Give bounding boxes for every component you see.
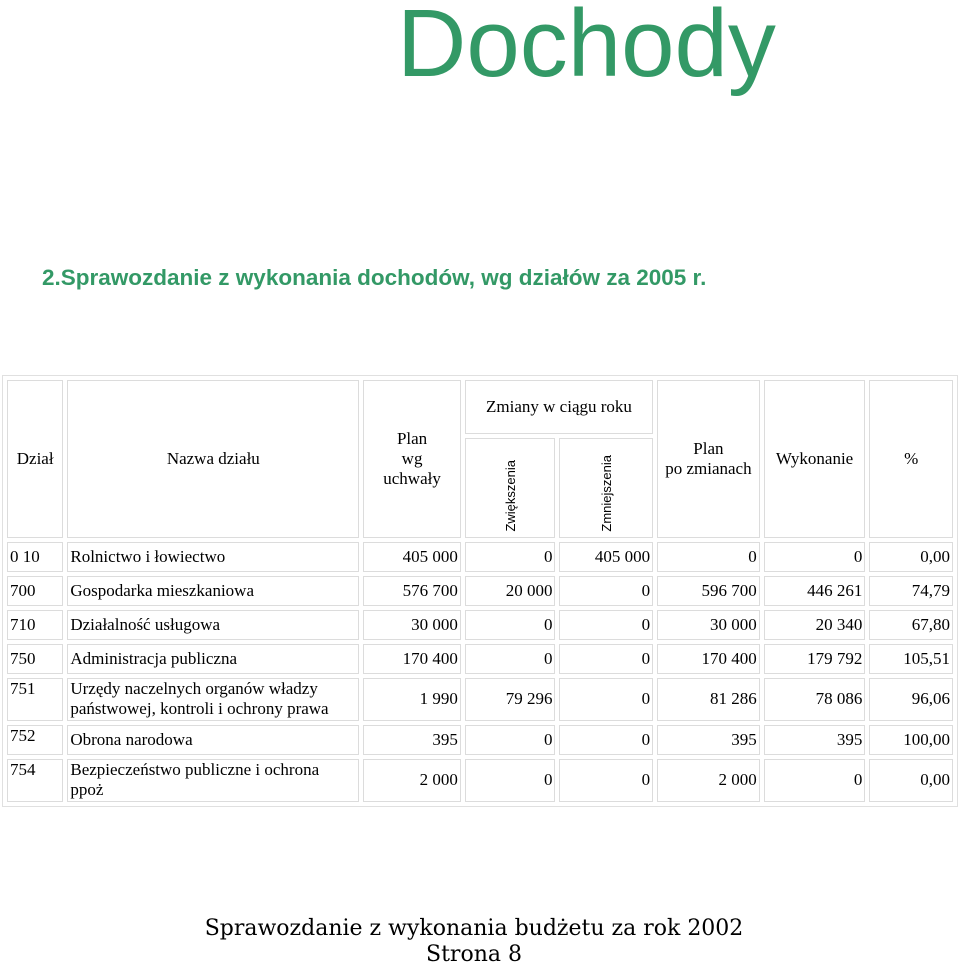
cell-zwiekszenia: 20 000 [465,576,556,606]
footer-report-title: Sprawozdanie z wykonania budżetu za rok 2002 [204,916,744,941]
cell-procent: 67,80 [869,610,953,640]
header-plan-po-line2: po zmianach [665,459,752,478]
cell-wykonanie: 179 792 [764,644,866,674]
cell-plan-po: 0 [657,542,760,572]
cell-dzial: 754 [7,759,63,802]
cell-procent: 0,00 [869,542,953,572]
cell-zwiekszenia: 0 [465,542,556,572]
cell-nazwa: Obrona narodowa [67,725,359,755]
cell-dzial: 752 [7,725,63,755]
cell-zmniejszenia: 0 [559,576,653,606]
cell-zmniejszenia: 0 [559,610,653,640]
cell-procent: 100,00 [869,725,953,755]
revenue-table [2,375,958,807]
table-row [7,725,953,755]
cell-plan: 2 000 [363,759,461,802]
cell-zwiekszenia: 0 [465,644,556,674]
header-plan-line3: uchwały [383,469,441,488]
cell-zmniejszenia: 405 000 [559,542,653,572]
cell-nazwa: Działalność usługowa [67,610,359,640]
cell-plan-po: 81 286 [657,678,760,721]
cell-wykonanie: 20 340 [764,610,866,640]
header-plan-line2: wg [401,449,423,468]
header-dzial: Dział [7,380,63,538]
cell-nazwa: Gospodarka mieszkaniowa [67,576,359,606]
cell-plan-po: 170 400 [657,644,760,674]
cell-dzial: 710 [7,610,63,640]
header-zwiekszenia [465,438,556,538]
cell-zmniejszenia: 0 [559,759,653,802]
header-zmiany: Zmiany w ciągu roku [465,380,653,434]
table-row [7,759,953,802]
cell-nazwa: Urzędy naczelnych organów władzy państwowej, kontroli i ochrony prawa [67,678,359,721]
cell-plan-po: 2 000 [657,759,760,802]
cell-wykonanie: 0 [764,759,866,802]
cell-zwiekszenia: 0 [465,610,556,640]
table-row [7,610,953,640]
cell-plan: 576 700 [363,576,461,606]
cell-plan: 30 000 [363,610,461,640]
cell-dzial: 751 [7,678,63,721]
cell-zmniejszenia: 0 [559,678,653,721]
cell-plan-po: 30 000 [657,610,760,640]
cell-plan: 170 400 [363,644,461,674]
cell-wykonanie: 395 [764,725,866,755]
cell-zwiekszenia: 0 [465,759,556,802]
cell-dzial: 700 [7,576,63,606]
cell-wykonanie: 78 086 [764,678,866,721]
table-header-row [7,380,953,434]
header-plan-po-zmianach [657,380,760,538]
table-row [7,644,953,674]
page-footer [0,916,948,968]
report-subtitle: 2.Sprawozdanie z wykonania dochodów, wg działów za 2005 r. [42,265,707,290]
cell-plan: 395 [363,725,461,755]
cell-plan: 405 000 [363,542,461,572]
cell-zmniejszenia: 0 [559,644,653,674]
header-wykonanie: Wykonanie [764,380,866,538]
cell-plan-po: 395 [657,725,760,755]
cell-procent: 96,06 [869,678,953,721]
table-row [7,542,953,572]
cell-nazwa: Administracja publiczna [67,644,359,674]
cell-nazwa: Bezpieczeństwo publiczne i ochrona ppoż [67,759,359,802]
cell-wykonanie: 446 261 [764,576,866,606]
cell-procent: 0,00 [869,759,953,802]
header-zmniejszenia-label: Zmniejszenia [598,455,614,532]
cell-plan: 1 990 [363,678,461,721]
cell-zwiekszenia: 79 296 [465,678,556,721]
table-row [7,678,953,721]
header-plan-po-line1: Plan [693,439,724,458]
header-plan-line1: Plan [396,429,428,448]
cell-procent: 74,79 [869,576,953,606]
header-procent: % [869,380,953,538]
cell-dzial: 750 [7,644,63,674]
page-title: Dochody [397,0,776,97]
cell-wykonanie: 0 [764,542,866,572]
cell-plan-po: 596 700 [657,576,760,606]
header-nazwa-dzialu: Nazwa działu [67,380,359,538]
header-zmniejszenia [559,438,653,538]
table-row [7,576,953,606]
header-zwiekszenia-label: Zwiększenia [502,460,518,532]
cell-zwiekszenia: 0 [465,725,556,755]
cell-procent: 105,51 [869,644,953,674]
footer-page-number: Strona 8 [426,942,522,967]
cell-dzial: 0 10 [7,542,63,572]
header-plan-wg-uchwaly [363,380,461,538]
cell-zmniejszenia: 0 [559,725,653,755]
cell-nazwa: Rolnictwo i łowiectwo [67,542,359,572]
